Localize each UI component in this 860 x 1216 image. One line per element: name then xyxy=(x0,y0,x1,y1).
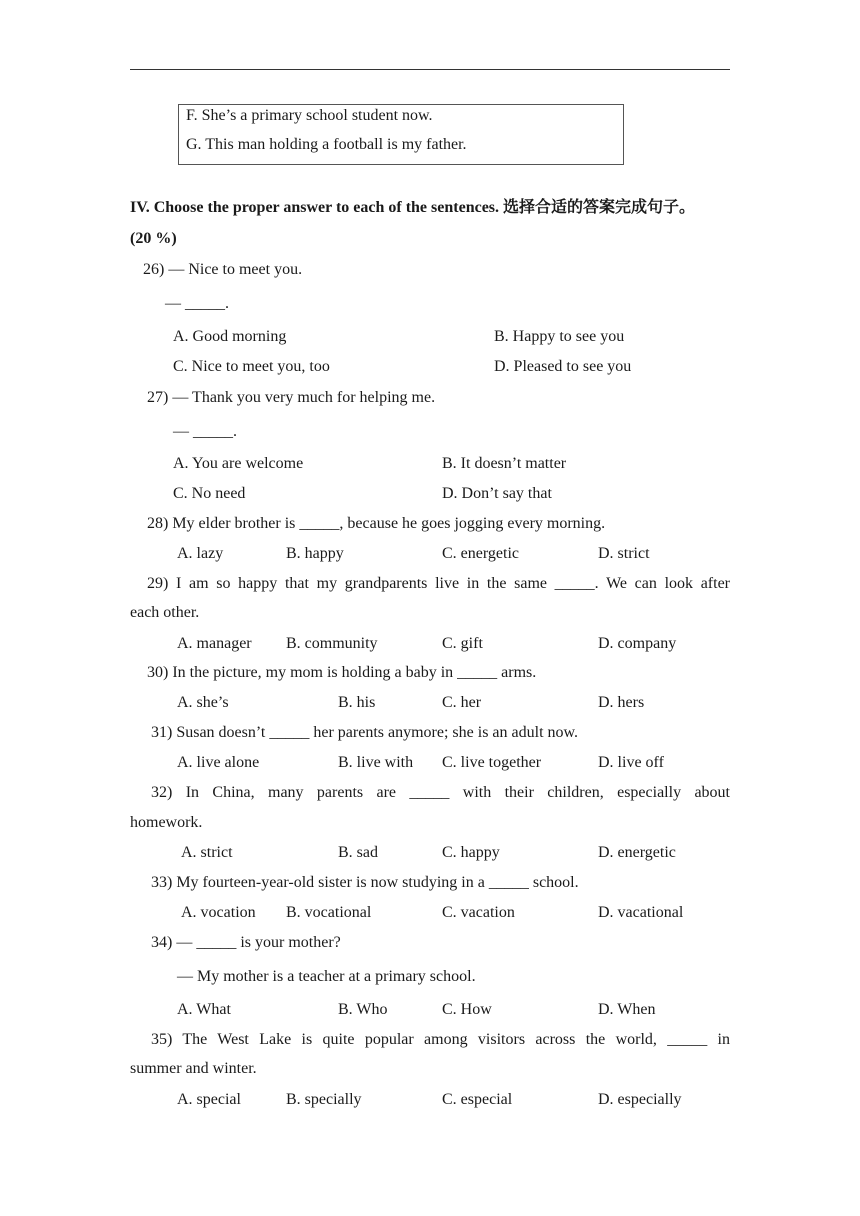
q34-stem: 34) — _____ is your mother? xyxy=(151,934,341,951)
q31-stem: 31) Susan doesn’t _____ her parents anymore; she is an adult now. xyxy=(151,724,579,741)
section-title: IV. Choose the proper answer to each of the sentences. 选择合适的答案完成句子。 xyxy=(130,199,696,216)
q31-option-c: C. live together xyxy=(442,754,542,771)
q30-option-c: C. her xyxy=(442,694,482,711)
q29-stem: 29) I am so happy that my grandparents live in the same _____. We can look after xyxy=(147,575,730,592)
q30-option-a: A. she’s xyxy=(177,694,229,711)
q35-option-b: B. specially xyxy=(286,1091,362,1108)
q27-reply: — _____. xyxy=(173,423,237,440)
q27-option-a: A. You are welcome xyxy=(173,455,304,472)
q33-option-a: A. vocation xyxy=(181,904,256,921)
q26-option-d: D. Pleased to see you xyxy=(494,358,632,375)
box-line-f: F. She’s a primary school student now. xyxy=(186,107,433,124)
q35-option-d: D. especially xyxy=(598,1091,682,1108)
q27-option-b: B. It doesn’t matter xyxy=(442,455,567,472)
q26-option-a: A. Good morning xyxy=(173,328,287,345)
q34-option-a: A. What xyxy=(177,1001,231,1018)
q29-option-b: B. community xyxy=(286,635,378,652)
box-line-g: G. This man holding a football is my father. xyxy=(186,136,467,153)
q34-option-d: D. When xyxy=(598,1001,656,1018)
q34-option-c: C. How xyxy=(442,1001,492,1018)
q35-option-a: A. special xyxy=(177,1091,241,1108)
q28-option-a: A. lazy xyxy=(177,545,224,562)
q33-option-d: D. vacational xyxy=(598,904,684,921)
q29-stem-continued: each other. xyxy=(130,604,200,621)
q26-reply: — _____. xyxy=(165,295,229,312)
q35-option-c: C. especial xyxy=(442,1091,513,1108)
section-score: (20 %) xyxy=(130,230,177,247)
q27-stem: 27) — Thank you very much for helping me. xyxy=(147,389,436,406)
q29-option-c: C. gift xyxy=(442,635,483,652)
header-rule xyxy=(130,69,730,70)
q32-option-b: B. sad xyxy=(338,844,378,861)
q27-option-d: D. Don’t say that xyxy=(442,485,552,502)
q30-option-b: B. his xyxy=(338,694,376,711)
q26-option-b: B. Happy to see you xyxy=(494,328,625,345)
q31-option-d: D. live off xyxy=(598,754,664,771)
q34-option-b: B. Who xyxy=(338,1001,388,1018)
q31-option-a: A. live alone xyxy=(177,754,260,771)
q28-stem: 28) My elder brother is _____, because he goes jogging every morning. xyxy=(147,515,606,532)
q30-stem: 30) In the picture, my mom is holding a baby in _____ arms. xyxy=(147,664,537,681)
q29-option-a: A. manager xyxy=(177,635,252,652)
q28-option-d: D. strict xyxy=(598,545,650,562)
q26-option-c: C. Nice to meet you, too xyxy=(173,358,330,375)
q35-stem: 35) The West Lake is quite popular among visitors across the world, _____ in xyxy=(151,1031,730,1048)
q33-stem: 33) My fourteen-year-old sister is now studying in a _____ school. xyxy=(151,874,579,891)
q29-option-d: D. company xyxy=(598,635,677,652)
q28-option-b: B. happy xyxy=(286,545,344,562)
q32-option-c: C. happy xyxy=(442,844,500,861)
q28-option-c: C. energetic xyxy=(442,545,520,562)
q31-option-b: B. live with xyxy=(338,754,414,771)
q30-option-d: D. hers xyxy=(598,694,645,711)
q27-option-c: C. No need xyxy=(173,485,246,502)
q32-option-a: A. strict xyxy=(181,844,233,861)
q34-reply: — My mother is a teacher at a primary school. xyxy=(177,968,476,985)
q26-stem: 26) — Nice to meet you. xyxy=(143,261,303,278)
q33-option-c: C. vacation xyxy=(442,904,515,921)
q32-stem: 32) In China, many parents are _____ with their children, especially about xyxy=(151,784,730,801)
q32-stem-continued: homework. xyxy=(130,814,203,831)
q33-option-b: B. vocational xyxy=(286,904,372,921)
q35-stem-continued: summer and winter. xyxy=(130,1060,257,1077)
q32-option-d: D. energetic xyxy=(598,844,676,861)
